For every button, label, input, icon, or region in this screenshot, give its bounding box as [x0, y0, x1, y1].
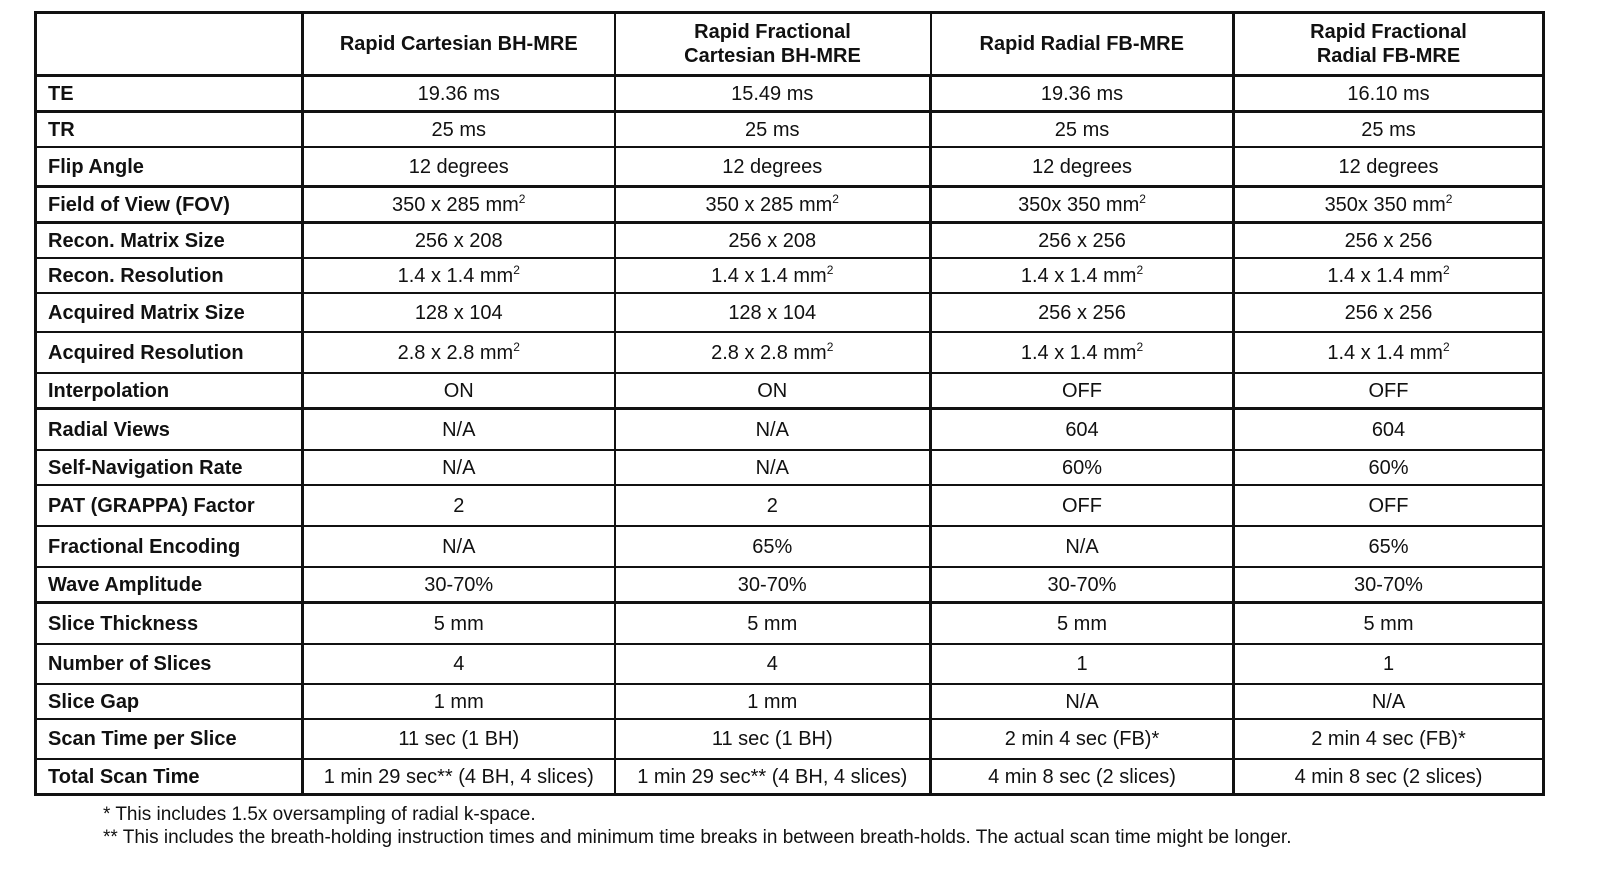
unit-exponent: 2	[1442, 262, 1450, 277]
table-cell	[931, 759, 1234, 795]
cell-value: 1	[1382, 653, 1395, 675]
cell-value: 2.8 x 2.8 mm	[711, 341, 827, 364]
table-row	[36, 147, 1544, 187]
table-cell	[303, 684, 615, 719]
table-cell	[303, 187, 615, 223]
cell-value: 30-70%	[737, 573, 807, 596]
cell-value: 604	[1065, 418, 1099, 441]
cell-value: 12 degrees	[722, 155, 823, 178]
cell-value: 11 sec (1 BH)	[398, 728, 520, 750]
row-label: Interpolation	[36, 373, 303, 409]
table-body	[36, 76, 1544, 795]
footnote-breath-hold-timing: ** This includes the breath-holding instruction times and minimum time breaks in between breath-holds. The actual scan time might be longer.	[103, 827, 1292, 848]
header-rapid-radial-fb-mre	[931, 13, 1234, 76]
table-cell	[1234, 644, 1544, 684]
cell-value: 128 x 104	[728, 301, 817, 324]
cell-value: 25 ms	[1361, 118, 1416, 141]
header-line-1: Rapid Fractional	[694, 21, 851, 43]
table-cell	[1234, 684, 1544, 719]
table-cell	[931, 567, 1234, 603]
row-label: Slice Thickness	[36, 603, 303, 645]
cell-value: 2 min 4 sec (FB)*	[1004, 728, 1160, 750]
cell-value: 12 degrees	[1338, 155, 1439, 178]
table-cell	[1234, 603, 1544, 645]
row-label: Field of View (FOV)	[36, 187, 303, 223]
table-cell	[615, 147, 931, 187]
table-row	[36, 293, 1544, 332]
cell-value: 1.4 x 1.4 mm	[1020, 341, 1137, 364]
cell-value: 1 mm	[747, 690, 798, 713]
table-row	[36, 603, 1544, 645]
table-cell	[615, 644, 931, 684]
table-cell	[615, 526, 931, 567]
header-corner-cell	[36, 13, 303, 76]
cell-value: 256 x 256	[1038, 229, 1126, 252]
table-cell	[931, 603, 1234, 645]
row-label: Flip Angle	[36, 147, 303, 187]
unit-exponent: 2	[1445, 191, 1453, 206]
table-cell	[303, 258, 615, 293]
row-label: Number of Slices	[36, 644, 303, 684]
table-cell	[1234, 187, 1544, 223]
cell-value: 1 min 29 sec** (4 BH, 4 slices)	[323, 765, 594, 788]
cell-value: 4	[453, 653, 465, 675]
table-cell	[615, 332, 931, 373]
cell-value: 2	[766, 494, 778, 517]
table-cell	[1234, 719, 1544, 759]
row-label: Acquired Resolution	[36, 332, 303, 373]
cell-value: 350 x 285 mm	[392, 193, 519, 216]
table-row	[36, 759, 1544, 795]
cell-value: 256 x 256	[1344, 301, 1433, 324]
table-cell	[1234, 293, 1544, 332]
cell-value: 16.10 ms	[1347, 82, 1430, 105]
cell-value: 5 mm	[747, 612, 798, 635]
table-cell	[615, 293, 931, 332]
table-cell	[1234, 373, 1544, 409]
table-cell	[303, 526, 615, 567]
cell-value: 1.4 x 1.4 mm	[1327, 341, 1443, 364]
table-cell	[1234, 112, 1544, 148]
cell-value: OFF	[1062, 379, 1102, 402]
cell-value: 1.4 x 1.4 mm	[711, 264, 827, 287]
header-row	[36, 13, 1544, 76]
header-line-2: Cartesian BH-MRE	[684, 45, 861, 67]
unit-exponent: 2	[1442, 339, 1450, 354]
table-cell	[931, 293, 1234, 332]
cell-value: 604	[1371, 418, 1406, 441]
row-label: TR	[36, 112, 303, 148]
cell-value: 25 ms	[1054, 118, 1110, 141]
header-rapid-fractional-cartesian-bh-mre	[615, 13, 931, 76]
table-cell	[931, 147, 1234, 187]
table-cell	[615, 187, 931, 223]
unit-exponent: 2	[518, 191, 526, 206]
cell-value: 350x 350 mm	[1324, 193, 1446, 216]
table-cell	[615, 409, 931, 451]
cell-value: 1 mm	[433, 690, 484, 713]
row-label: Wave Amplitude	[36, 567, 303, 603]
parameters-table-wrapper	[34, 11, 1545, 796]
table-cell	[303, 409, 615, 451]
table-cell	[615, 603, 931, 645]
table-row	[36, 373, 1544, 409]
cell-value: 19.36 ms	[1040, 82, 1124, 105]
table-cell	[1234, 223, 1544, 259]
cell-value: N/A	[442, 418, 476, 441]
cell-value: 2 min 4 sec (FB)*	[1311, 728, 1466, 750]
table-cell	[1234, 76, 1544, 112]
cell-value: 2	[453, 494, 465, 517]
footnote-radial-oversampling: * This includes 1.5x oversampling of radial k-space.	[103, 804, 536, 825]
table-cell	[931, 485, 1234, 526]
cell-value: 1.4 x 1.4 mm	[1327, 264, 1443, 287]
footnotes	[103, 803, 1291, 849]
cell-value: 65%	[752, 535, 793, 558]
cell-value: N/A	[442, 456, 476, 479]
unit-exponent: 2	[1136, 339, 1144, 354]
cell-value: 11 sec (1 BH)	[711, 728, 833, 750]
cell-value: 30-70%	[1354, 573, 1423, 596]
header-line-1: Rapid Radial FB-MRE	[979, 33, 1184, 55]
table-cell	[615, 76, 931, 112]
cell-value: 4 min 8 sec (2 slices)	[988, 765, 1176, 788]
table-cell	[931, 76, 1234, 112]
table-cell	[303, 719, 615, 759]
table-cell	[615, 258, 931, 293]
cell-value: 5 mm	[433, 612, 484, 635]
table-row	[36, 76, 1544, 112]
cell-value: N/A	[1371, 690, 1406, 713]
table-row	[36, 485, 1544, 526]
unit-exponent: 2	[826, 339, 834, 354]
row-label: Acquired Matrix Size	[36, 293, 303, 332]
mre-parameters-table	[34, 11, 1545, 796]
table-cell	[303, 485, 615, 526]
cell-value: 1.4 x 1.4 mm	[397, 264, 514, 287]
table-cell	[303, 223, 615, 259]
table-cell	[931, 187, 1234, 223]
table-cell	[931, 373, 1234, 409]
cell-value: 60%	[1061, 456, 1103, 479]
row-label: PAT (GRAPPA) Factor	[36, 485, 303, 526]
cell-value: 1 min 29 sec** (4 BH, 4 slices)	[637, 765, 908, 788]
table-cell	[615, 223, 931, 259]
header-rapid-fractional-radial-fb-mre	[1234, 13, 1544, 76]
cell-value: 65%	[1368, 535, 1409, 558]
table-row	[36, 567, 1544, 603]
cell-value: 256 x 208	[728, 229, 817, 252]
cell-value: 2.8 x 2.8 mm	[397, 341, 514, 364]
table-cell	[931, 684, 1234, 719]
cell-value: 1.4 x 1.4 mm	[1020, 264, 1137, 287]
table-row	[36, 187, 1544, 223]
table-row	[36, 450, 1544, 485]
table-row	[36, 526, 1544, 567]
table-cell	[303, 450, 615, 485]
table-row	[36, 258, 1544, 293]
unit-exponent: 2	[1139, 191, 1146, 206]
table-row	[36, 719, 1544, 759]
table-header	[36, 13, 1544, 76]
table-row	[36, 223, 1544, 259]
cell-value: 128 x 104	[414, 301, 503, 324]
table-cell	[303, 112, 615, 148]
cell-value: 256 x 256	[1344, 229, 1433, 252]
cell-value: N/A	[442, 535, 476, 558]
row-label: Recon. Resolution	[36, 258, 303, 293]
table-cell	[615, 684, 931, 719]
table-cell	[1234, 526, 1544, 567]
row-label: Total Scan Time	[36, 759, 303, 795]
table-row	[36, 409, 1544, 451]
cell-value: OFF	[1368, 379, 1409, 402]
header-line-2: Radial FB-MRE	[1316, 45, 1461, 67]
table-cell	[303, 332, 615, 373]
table-cell	[303, 567, 615, 603]
cell-value: N/A	[755, 456, 789, 479]
table-cell	[615, 759, 931, 795]
cell-value: 350x 350 mm	[1018, 193, 1140, 216]
cell-value: 12 degrees	[1031, 155, 1133, 178]
table-cell	[615, 719, 931, 759]
cell-value: 30-70%	[424, 573, 494, 596]
table-cell	[303, 76, 615, 112]
table-cell	[303, 759, 615, 795]
cell-value: 60%	[1368, 456, 1409, 479]
table-cell	[615, 112, 931, 148]
cell-value: ON	[443, 379, 474, 402]
cell-value: 15.49 ms	[731, 82, 814, 105]
table-cell	[1234, 485, 1544, 526]
table-cell	[931, 332, 1234, 373]
cell-value: 4 min 8 sec (2 slices)	[1294, 765, 1483, 788]
row-label: Self-Navigation Rate	[36, 450, 303, 485]
row-label: TE	[36, 76, 303, 112]
table-cell	[303, 644, 615, 684]
table-row	[36, 332, 1544, 373]
table-cell	[931, 719, 1234, 759]
table-cell	[931, 112, 1234, 148]
table-cell	[931, 450, 1234, 485]
table-cell	[615, 485, 931, 526]
table-row	[36, 644, 1544, 684]
cell-value: N/A	[755, 418, 789, 441]
cell-value: 4	[766, 653, 778, 675]
row-label: Slice Gap	[36, 684, 303, 719]
unit-exponent: 2	[513, 262, 520, 277]
table-cell	[615, 373, 931, 409]
row-label: Radial Views	[36, 409, 303, 451]
table-cell	[931, 258, 1234, 293]
cell-value: 256 x 256	[1038, 301, 1126, 324]
cell-value: 12 degrees	[408, 155, 509, 178]
row-label: Fractional Encoding	[36, 526, 303, 567]
table-cell	[303, 293, 615, 332]
table-cell	[1234, 147, 1544, 187]
cell-value: N/A	[1065, 535, 1099, 558]
cell-value: 30-70%	[1047, 573, 1117, 596]
cell-value: 256 x 208	[414, 229, 503, 252]
cell-value: N/A	[1065, 690, 1099, 713]
cell-value: 25 ms	[431, 118, 486, 141]
header-line-1: Rapid Cartesian BH-MRE	[339, 33, 578, 55]
unit-exponent: 2	[513, 339, 520, 354]
cell-value: OFF	[1062, 494, 1102, 517]
table-cell	[931, 526, 1234, 567]
table-cell	[1234, 258, 1544, 293]
table-cell	[303, 603, 615, 645]
table-cell	[1234, 567, 1544, 603]
table-cell	[931, 223, 1234, 259]
row-label: Scan Time per Slice	[36, 719, 303, 759]
cell-value: 25 ms	[745, 118, 800, 141]
header-line-1: Rapid Fractional	[1310, 21, 1467, 43]
cell-value: 19.36 ms	[417, 82, 500, 105]
header-rapid-cartesian-bh-mre	[303, 13, 615, 76]
table-cell	[615, 450, 931, 485]
unit-exponent: 2	[832, 191, 839, 206]
table-cell	[1234, 759, 1544, 795]
table-row	[36, 112, 1544, 148]
table-cell	[931, 644, 1234, 684]
table-cell	[1234, 450, 1544, 485]
table-cell	[615, 567, 931, 603]
unit-exponent: 2	[826, 262, 834, 277]
cell-value: 5 mm	[1057, 612, 1107, 635]
row-label: Recon. Matrix Size	[36, 223, 303, 259]
table-row	[36, 684, 1544, 719]
cell-value: 350 x 285 mm	[705, 193, 833, 216]
cell-value: 5 mm	[1363, 612, 1414, 635]
unit-exponent: 2	[1136, 262, 1144, 277]
cell-value: ON	[757, 379, 788, 402]
table-cell	[303, 373, 615, 409]
cell-value: 1	[1076, 653, 1088, 675]
table-cell	[931, 409, 1234, 451]
table-cell	[303, 147, 615, 187]
table-cell	[1234, 332, 1544, 373]
cell-value: OFF	[1368, 494, 1409, 517]
table-cell	[1234, 409, 1544, 451]
